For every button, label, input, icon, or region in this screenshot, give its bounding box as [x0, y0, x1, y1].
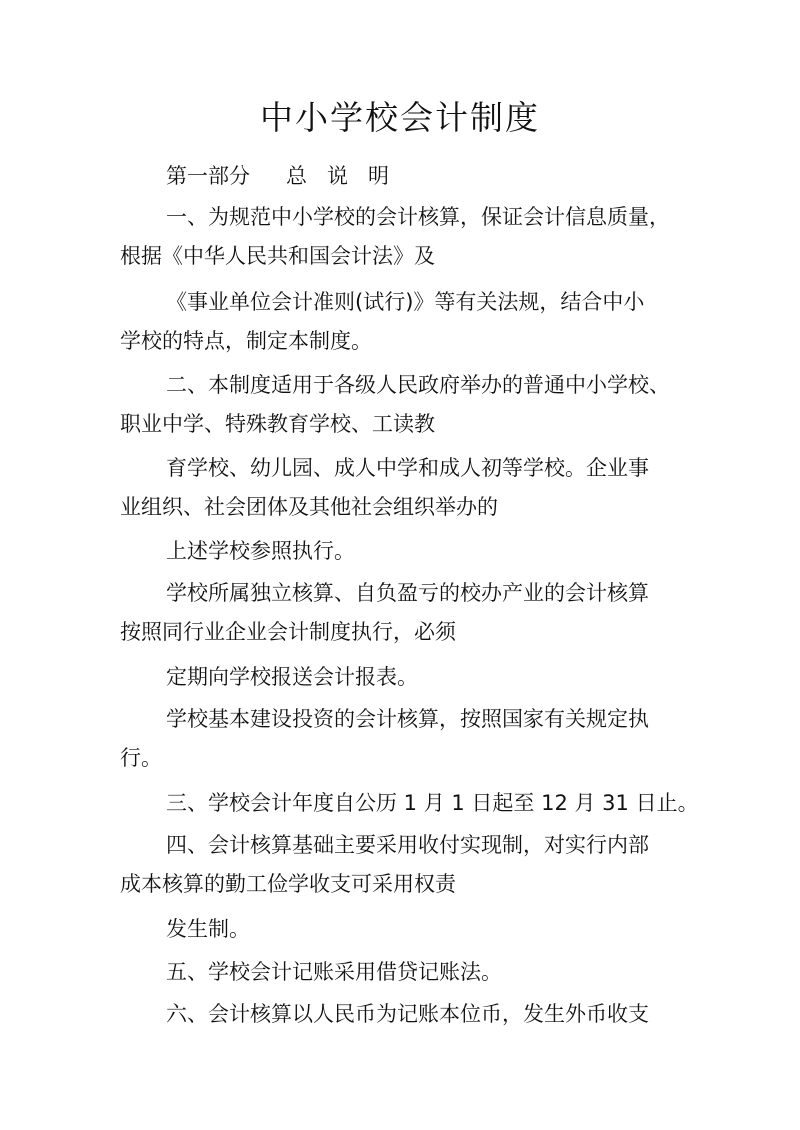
paragraph-line: 业组织、社会团体及其他社会组织举办的 [120, 495, 498, 519]
paragraph-line: 行。 [120, 746, 162, 770]
paragraph-line: 三、学校会计年度自公历 1 月 1 日起至 12 月 31 日止。 [166, 791, 699, 815]
paragraph-line: 《事业单位会计准则(试行)》等有关法规，结合中小 [166, 290, 645, 314]
part-title-char-3: 明 [368, 164, 389, 188]
paragraph-line: 职业中学、特殊教育学校、工读教 [120, 412, 435, 436]
part-title-char-1: 总 [286, 164, 307, 188]
paragraph-line: 一、为规范中小学校的会计核算，保证会计信息质量， [166, 205, 670, 229]
paragraph-line: 学校基本建设投资的会计核算，按照国家有关规定执 [166, 707, 649, 731]
paragraph-line: 六、会计核算以人民币为记账本位币，发生外币收支 [166, 1002, 649, 1026]
paragraph-line: 五、学校会计记账采用借贷记账法。 [166, 960, 502, 984]
paragraph-line: 发生制。 [166, 917, 250, 941]
paragraph-line: 成本核算的勤工俭学收支可采用权责 [120, 872, 456, 896]
paragraph-line: 育学校、幼儿园、成人中学和成人初等学校。企业事 [166, 456, 649, 480]
paragraph-line: 二、本制度适用于各级人民政府举办的普通中小学校、 [166, 373, 670, 397]
paragraph-line: 根据《中华人民共和国会计法》及 [120, 244, 435, 268]
part-heading [166, 161, 389, 191]
paragraph-line: 学校所属独立核算、自负盈亏的校办产业的会计核算 [166, 581, 649, 605]
paragraph-line: 四、会计核算基础主要采用收付实现制，对实行内部 [166, 833, 649, 857]
paragraph-line: 学校的特点，制定本制度。 [120, 329, 372, 353]
part-title-char-2: 说 [327, 164, 348, 188]
paragraph-line: 定期向学校报送会计报表。 [166, 665, 418, 689]
paragraph-line: 上述学校参照执行。 [166, 539, 355, 563]
document-title: 中小学校会计制度 [260, 98, 540, 137]
part-number: 第一部分 [166, 164, 250, 188]
paragraph-line: 按照同行业企业会计制度执行，必须 [120, 620, 456, 644]
